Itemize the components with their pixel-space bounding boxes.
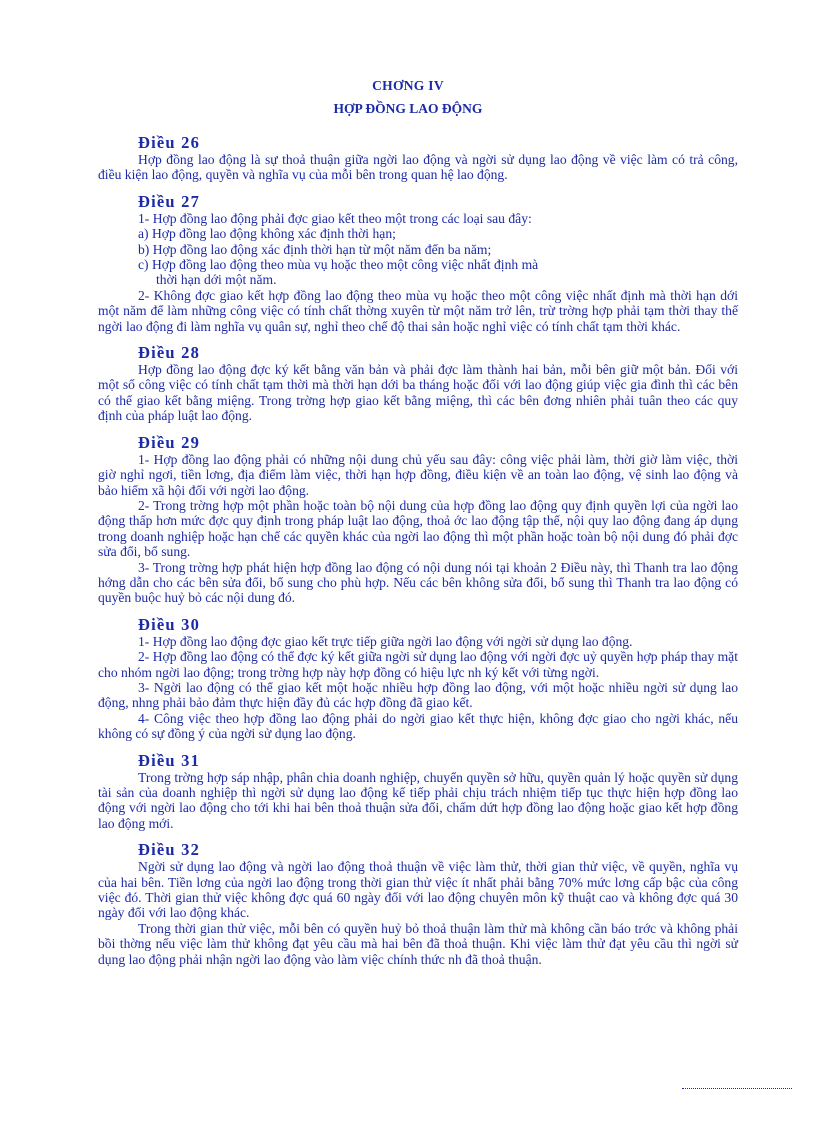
article-paragraph: Hợp đồng lao động đợc ký kết bằng văn bản và phải đợc làm thành hai bản, mỗi bên giữ một bản. Đối với một số công việc có tính chất tạm thời mà thời hạn dới ba tháng hoặc đối với lao động giúp việc gia đình thì các bên có thể giao kết bằng miệng. Trong trờng hợp giao kết bằng miệng, thì các bên đơng nhiên phải tuân theo các quy định của pháp luật lao động. [98, 362, 738, 424]
document-body [98, 134, 738, 977]
article-list-item: b) Hợp đồng lao động xác định thời hạn từ một năm đến ba năm; [138, 241, 492, 257]
article-paragraph: 2- Trong trờng hợp một phần hoặc toàn bộ nội dung của hợp đồng lao động quy định quyền lợi của ngời lao động thấp hơn mức đợc quy định trong pháp luật lao động, thoả ớc lao động tập thể, nội quy lao động đang áp dụng trong doanh nghiệp hoặc hạn chế các quyền khác của ngời lao động thì một phần hoặc toàn bộ nội dung đó phải đợc sửa đổi, bổ sung. [98, 497, 738, 560]
article-30 [98, 616, 738, 742]
page-end-divider [682, 1088, 792, 1090]
article-paragraph: Hợp đồng lao động là sự thoả thuận giữa ngời lao động và ngời sử dụng lao động về việc làm có trả công, điều kiện lao động, quyền và nghĩa vụ của mỗi bên trong quan hệ lao động. [98, 152, 738, 183]
article-heading: Điều 29 [138, 432, 201, 452]
article-28 [98, 344, 738, 424]
article-heading: Điều 28 [138, 343, 201, 363]
article-29 [98, 434, 738, 606]
chapter-subtitle: HỢP ĐỒNG LAO ĐỘNG [333, 101, 483, 116]
article-26 [98, 134, 738, 183]
article-paragraph: Ngời sử dụng lao động và ngời lao động thoả thuận về việc làm thử, thời gian thử việc, về quyền, nghĩa vụ của hai bên. Tiền lơng của ngời lao động trong thời gian thử việc ít nhất phải bằng 70% mức lơng cấp bậc của công việc đó. Thời gian thử việc không đợc quá 60 ngày đối với lao động chuyên môn kỹ thuật cao và không đợc quá 30 ngày đối với lao động khác. [98, 859, 738, 921]
article-31 [98, 752, 738, 832]
article-paragraph: 1- Hợp đồng lao động đợc giao kết trực tiếp giữa ngời lao động với ngời sử dụng lao động. [138, 633, 633, 649]
article-paragraph: 3- Ngời lao động có thể giao kết một hoặc nhiều hợp đồng lao động, với một hoặc nhiều ngời sử dụng lao động, nhng phải bảo đảm thực hiện đầy đủ các hợp đồng đã giao kết. [98, 679, 738, 711]
article-paragraph: 1- Hợp đồng lao động phải đợc giao kết theo một trong các loại sau đây: [138, 210, 532, 226]
article-paragraph: 4- Công việc theo hợp đồng lao động phải do ngời giao kết thực hiện, không đợc giao cho ngời khác, nếu không có sự đồng ý của ngời sử dụng lao động. [98, 710, 738, 742]
article-list-item: a) Hợp đồng lao động không xác định thời hạn; [138, 226, 396, 242]
article-32 [98, 841, 738, 967]
article-heading: Điều 27 [138, 191, 201, 211]
article-paragraph: 1- Hợp đồng lao động phải có những nội dung chủ yếu sau đây: công việc phải làm, thời giờ làm việc, thời giờ nghỉ ngơi, tiền lơng, địa điểm làm việc, thời hạn hợp đồng, điều kiện về an toàn lao động, vệ sinh lao động và bảo hiểm xã hội đối với ngời lao động. [98, 451, 738, 498]
article-heading: Điều 32 [138, 840, 201, 860]
article-paragraph: Trong trờng hợp sáp nhập, phân chia doanh nghiệp, chuyển quyền sở hữu, quyền quản lý hoặc quyền sử dụng tài sản của doanh nghiệp thì ngời sử dụng lao động kế tiếp phải chịu trách nhiệm tiếp tục thực hiện hợp đồng lao động với ngời lao động cho tới khi hai bên thoả thuận sửa đổi, chấm dứt hợp đồng lao động hoặc giao kết hợp đồng lao động mới. [98, 769, 738, 831]
article-paragraph: 2- Hợp đồng lao động có thể đợc ký kết giữa ngời sử dụng lao động với ngời đợc uỷ quyền hợp pháp thay mặt cho nhóm ngời lao động; trong trờng hợp này hợp đồng có hiệu lực nh ký kết với từng ngời. [98, 649, 738, 680]
article-paragraph: Trong thời gian thử việc, mỗi bên có quyền huỷ bỏ thoả thuận làm thử mà không cần báo trớc và không phải bồi thờng nếu việc làm thử không đạt yêu cầu mà hai bên đã thoả thuận. Khi việc làm thử đạt yêu cầu thì ngời sử dụng lao động phải nhận ngời lao động vào làm việc chính thức nh đã thoả thuận. [98, 920, 738, 967]
article-list-item: c) Hợp đồng lao động theo mùa vụ hoặc theo một công việc nhất định mà [138, 257, 539, 273]
article-27 [98, 193, 738, 334]
article-paragraph: 3- Trong trờng hợp phát hiện hợp đồng lao động có nội dung nói tại khoản 2 Điều này, thì Thanh tra lao động hớng dẫn cho các bên sửa đổi, bổ sung cho phù hợp. Nếu các bên không sửa đổi, bổ sung thì Thanh tra lao động có quyền buộc huỷ bỏ các nội dung đó. [98, 559, 738, 606]
article-heading: Điều 31 [138, 750, 201, 770]
article-list-item-continued: thời hạn dới một năm. [156, 272, 277, 288]
article-heading: Điều 30 [138, 614, 201, 634]
article-paragraph: 2- Không đợc giao kết hợp đồng lao động theo mùa vụ hoặc theo một công việc nhất định mà thời hạn dới một năm để làm những công việc có tính chất thờng xuyên từ một năm trở lên, trừ trờng hợp phải tạm thời thay thế ngời lao động đi làm nghĩa vụ quân sự, nghỉ theo chế độ thai sản hoặc nghỉ việc có tính chất tạm thời khác. [98, 287, 738, 334]
article-heading: Điều 26 [138, 133, 201, 152]
chapter-title: CHƠNG IV [372, 78, 444, 93]
